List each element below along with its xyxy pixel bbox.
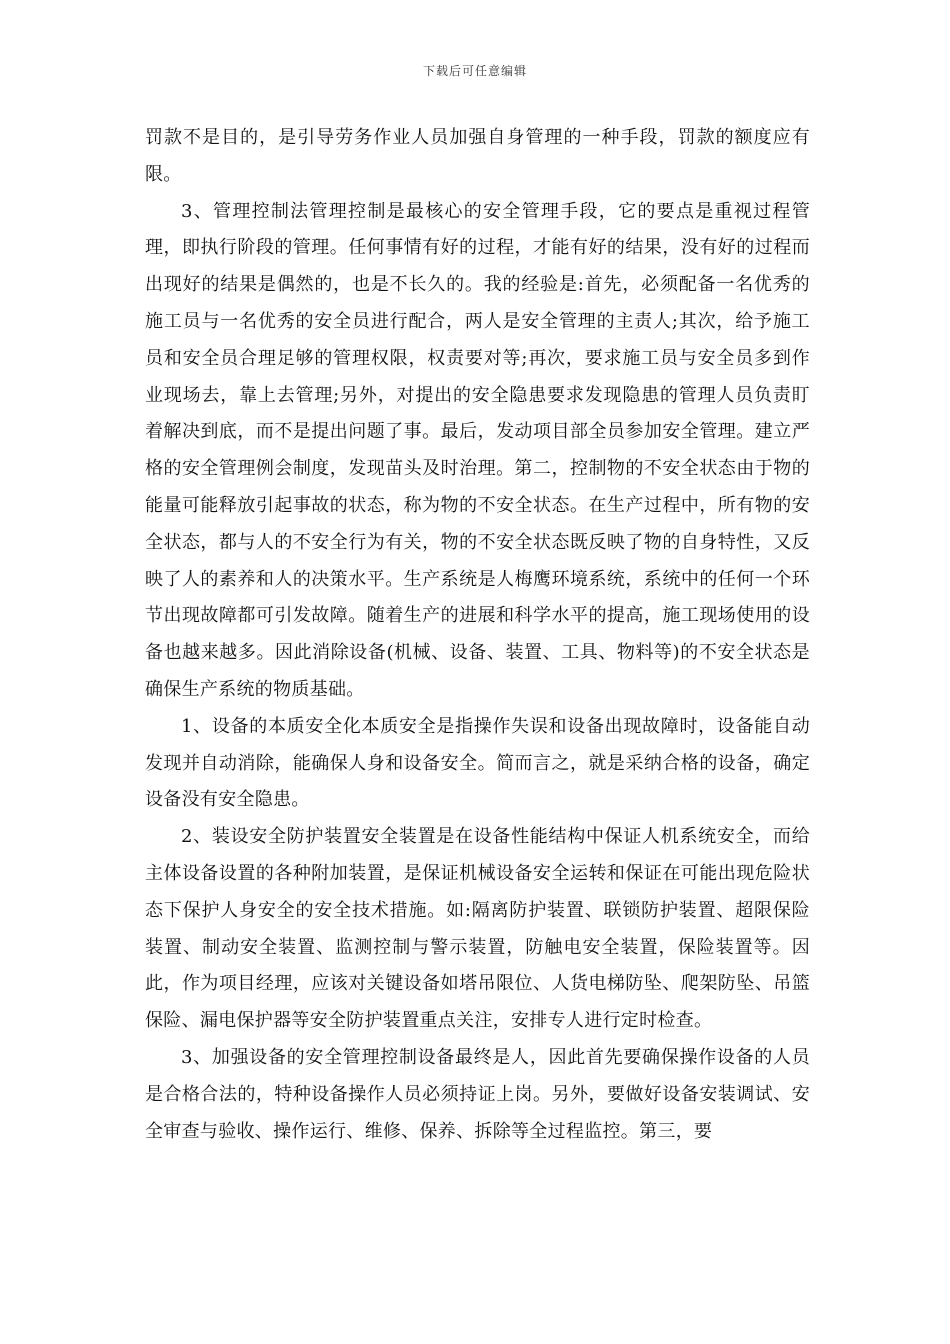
paragraph: 2、装设安全防护装置安全装置是在设备性能结构中保证人机系统安全，而给主体设备设置的各种附加装置，是保证机械设备安全运转和保证在可能出现危险状态下保护人身安全的安全技术措施。如:隔离防护装置、联锁防护装置、超限保险装置、制动安全装置、监测控制与警示装置，防触电安全装置，保险装置等。因此，作为项目经理，应该对关键设备如塔吊限位、人货电梯防坠、爬架防坠、吊篮保险、漏电保护器等安全防护装置重点关注，安排专人进行定时检查。 <box>145 826 810 1032</box>
paragraph: 3、管理控制法管理控制是最核心的安全管理手段，它的要点是重视过程管理，即执行阶段的管理。任何事情有好的过程，才能有好的结果，没有好的过程而出现好的结果是偶然的，也是不长久的。我的经验是:首先，必须配备一名优秀的施工员与一名优秀的安全员进行配合，两人是安全管理的主责人;其次，给予施工员和安全员合理足够的管理权限，权责要对等;再次，要求施工员与安全员多到作业现场去，靠上去管理;另外，对提出的安全隐患要求发现隐患的管理人员负责盯着解决到底，而不是提出问题了事。最后，发动项目部全员参加安全管理。建立严格的安全管理例会制度，发现苗头及时治理。第二，控制物的不安全状态由于物的能量可能释放引起事故的状态，称为物的不安全状态。在生产过程中，所有物的安全状态，都与人的不安全行为有关，物的不安全状态既反映了物的自身特性，又反映了人的素养和人的决策水平。生产系统是人梅鹰环境系统，系统中的任何一个环节出现故障都可引发故障。随着生产的进展和科学水平的提高，施工现场使用的设备也越来越多。因此消除设备(机械、设备、装置、工具、物料等)的不安全状态是确保生产系统的物质基础。 <box>145 200 810 700</box>
paragraph: 3、加强设备的安全管理控制设备最终是人，因此首先要确保操作设备的人员是合格合法的，特种设备操作人员必须持证上岗。另外，要做好设备安装调试、安全审查与验收、操作运行、维修、保养、拆除等全过程监控。第三，要 <box>145 1046 810 1142</box>
paragraph: 罚款不是目的，是引导劳务作业人员加强自身管理的一种手段，罚款的额度应有限。 <box>145 127 810 185</box>
page-header: 下载后可任意编辑 <box>422 64 527 78</box>
document-body <box>145 120 810 1150</box>
paragraph: 1、设备的本质安全化本质安全是指操作失误和设备出现故障时，设备能自动发现并自动消除，能确保人身和设备安全。简而言之，就是采纳合格的设备，确定设备没有安全隐患。 <box>145 715 810 811</box>
